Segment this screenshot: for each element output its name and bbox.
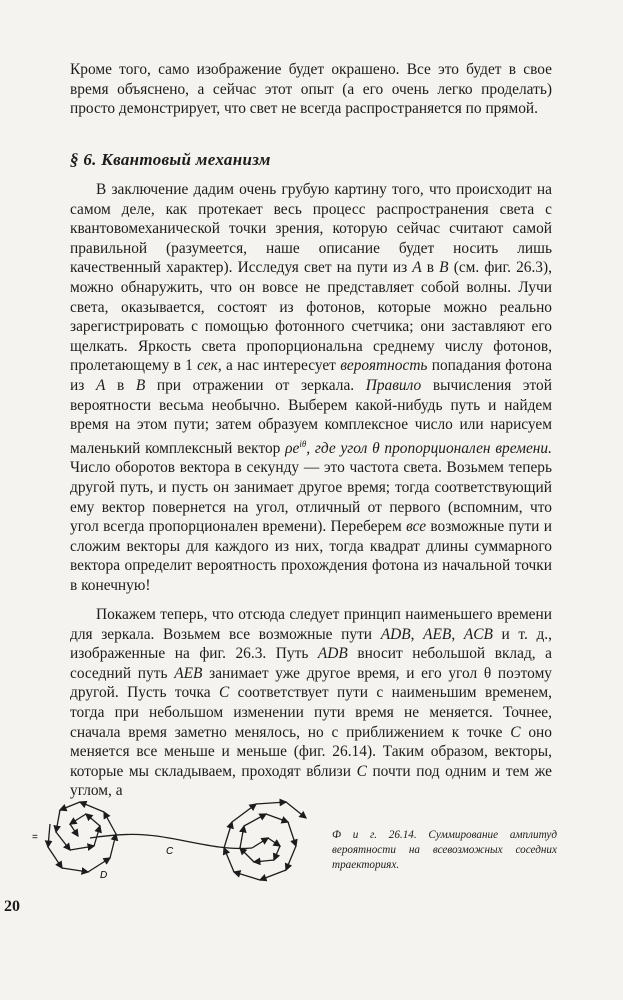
amplitude-spiral-figure [30,792,330,887]
page-number: 20 [4,898,20,915]
intro-paragraph: Кроме того, само изображение будет окрашено. Все это будет в свое время объяснено, а сейчас этот опыт (а его очень легко проделать) просто демонстрирует, что свет не всегда распространяется по прямой. [70,61,552,118]
figure-caption: Ф и г. 26.14. Суммирование амплитуд вероятности на всевозможных соседних траекториях. [332,829,558,871]
edge-mark: = [32,832,38,843]
section-heading: § 6. Квантовый механизм [70,150,271,169]
right-spiral [224,802,306,880]
label-d: D [100,870,108,881]
left-spiral [48,802,116,872]
body-paragraph-quantum: В заключение дадим очень грубую картину того, что происходит на самом деле, как протекает весь процесс распространения света с квантовомеханической точки зрения, которую сейчас считают самой правильной (разумеется, наше описание будет носить лишь качественный характер). Исследуя свет на пути из A в B (см. фиг. 26.3), можно обнаружить, что он вовсе не представляет собой волны. Лучи света, оказывается, состоят из фотонов, которые можно реально зарегистрировать с помощью фотонного счетчика; они заставляют его щелкать. Яркость света пропорциональна среднему числу фотонов, пролетающему в 1 сек, а нас интересует вероятность попадания фотона из A в B при отражении от зеркала. Правило вычисления этой вероятности весьма необычно. Выберем какой-нибудь путь и найдем время на этом пути; затем образуем комплексное число или нарисуем маленький комплексный вектор $\rho e^{i\theta}$, где угол θ пропорционален времени. Число оборотов вектора в секунду — это частота света. Возьмем теперь другой путь, и пусть он занимает другое время; тогда соответствующий ему вектор повернется на угол, отличный от первого (вспомним, что угол всегда пропорционален времени). Переберем все возможные пути и сложим векторы для каждого из них, тогда квадрат длины суммарного вектора определит вероятность прохождения фотона из начальной точки в конечную! [70,181,552,594]
complex-vector-formula: $\rho e^{i\theta}$ [285,438,307,457]
label-c: C [166,846,174,857]
body-paragraph-least-time: Покажем теперь, что отсюда следует принцип наименьшего времени для зеркала. Возьмем все возможные пути ADB, AEB, ACB и т. д., изображенные на фиг. 26.3. Путь ADB вносит небольшой вклад, а соседний путь AEB занимает уже другое время, и его угол θ поэтому другой. Пусть точка C соответствует пути с наименьшим временем, тогда при небольшом изменении пути время не меняется. Точнее, сначала время заметно менялось, но с приближением к точке C оно меняется все меньше и меньше (фиг. 26.14). Таким образом, векторы, которые мы складываем, проходят вблизи C почти под одним и тем же углом, а [70,606,553,800]
